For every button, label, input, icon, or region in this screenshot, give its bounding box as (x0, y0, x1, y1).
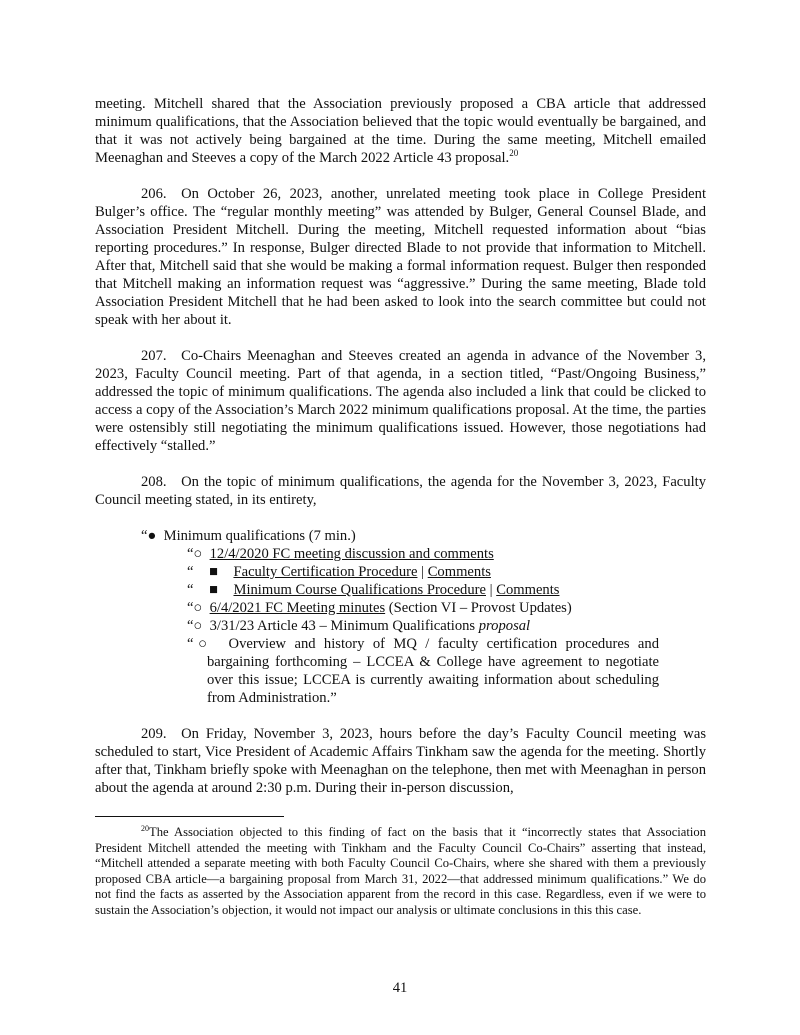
footnote-20: $^{20}$The Association objected to this finding of fact on the basis that it “incorrectly states that Association President Mitchell attended the meeting with Tinkham and the Faculty Council Co-Chairs” asserting that instead, “Mitchell attended a separate meeting with both Faculty Council Co-Chairs, where she shared with them a previously proposed CBA article—a bargaining proposal from March 31, 2022—that addressed minimum qualifications.” We do not find the facts as asserted by the Association apparent from the record in this case. Regardless, even if we were to sustain the Association’s objection, it would not impact our analysis or ultimate conclusions in this this case. (95, 823, 706, 917)
page-number: 41 (392, 980, 408, 996)
link-comments-2[interactable]: Comments (496, 582, 560, 598)
paragraph-208: 208. On the topic of minimum qualifications, the agenda for the November 3, 2023, Faculty Council meeting stated, in its entirety, (95, 474, 706, 508)
document-body (95, 95, 706, 797)
agenda-quote (95, 527, 706, 707)
footnote-number: 20 (141, 823, 149, 833)
link-fc-meeting-discussion[interactable]: 12/4/2020 FC meeting discussion and comments (209, 546, 494, 562)
paragraph-continued: meeting. Mitchell shared that the Association previously proposed a CBA article that addressed minimum qualifications, that the Association believed that the topic would eventually be bargained, and that it was not actively being bargained at the time. During the same meeting, Mitchell emailed Meenaghan and Steeves a copy of the March 2022 Article 43 proposal.$^{20}$ (95, 96, 706, 166)
open-circle-icon: “○ (187, 636, 212, 652)
square-bullet-icon: ■ (209, 564, 218, 580)
bullet-icon: “● (141, 528, 157, 544)
agenda-item-1 (95, 545, 706, 563)
link-fc-meeting-minutes[interactable]: 6/4/2021 FC Meeting minutes (209, 600, 386, 616)
square-bullet-icon: ■ (209, 582, 218, 598)
agenda-subitem-2: “ ■ Minimum Course Qualifications Procedure | Comments (187, 582, 560, 598)
link-minimum-course-qualifications[interactable]: Minimum Course Qualifications Procedure (233, 582, 486, 598)
paragraph-206: 206. On October 26, 2023, another, unrelated meeting took place in College President Bulger’s office. The “regular monthly meeting” was attended by Bulger, General Counsel Blade, and Association President Mitchell. During the meeting, Mitchell requested information about “bias reporting procedures.” In response, Bulger directed Blade to not provide that information to Mitchell. After that, Mitchell said that she would be making a formal information request. Bulger then responded that Mitchell making an information request was “aggressive.” During the same meeting, Blade told Association President Mitchell that he had been asked to look into the search committee but could not speak with her about it. (95, 186, 706, 328)
footnote-divider (95, 816, 284, 817)
open-circle-icon: “○ (187, 618, 203, 634)
agenda-subitem-1: “ ■ Faculty Certification Procedure | Comments (187, 564, 491, 580)
link-comments-1[interactable]: Comments (427, 564, 491, 580)
agenda-item-3: “○ 3/31/23 Article 43 – Minimum Qualifications proposal (187, 618, 531, 634)
paragraph-209: 209. On Friday, November 3, 2023, hours before the day’s Faculty Council meeting was scheduled to start, Vice President of Academic Affairs Tinkham saw the agenda for the meeting. Shortly after that, Tinkham briefly spoke with Meenaghan on the telephone, then met with Meenaghan in person about the agenda at around 2:30 p.m. During their in-person discussion, (95, 726, 706, 796)
paragraph-207: 207. Co-Chairs Meenaghan and Steeves created an agenda in advance of the November 3, 2023, Faculty Council meeting. Part of that agenda, in a section titled, “Past/Ongoing Business,” addressed the topic of minimum qualifications. The agenda also included a link that could be clicked to access a copy of the Association’s March 2022 minimum qualifications proposal. At the time, the parties were ostensibly still negotiating the minimum qualifications issued. However, those negotiations had effectively “stalled.” (95, 348, 706, 454)
open-circle-icon: “○ (187, 546, 203, 562)
agenda-header: “● Minimum qualifications (7 min.) (141, 528, 356, 544)
open-circle-icon: “○ (187, 600, 203, 616)
footnote-reference[interactable]: 20 (509, 148, 519, 159)
link-faculty-certification-procedure[interactable]: Faculty Certification Procedure (233, 564, 418, 580)
agenda-item-4: “○ Overview and history of MQ / faculty certification procedures and bargaining forthcoming – LCCEA & College have agreement to negotiate over this issue; LCCEA is currently awaiting information about scheduling from Administration.” (187, 636, 659, 706)
agenda-item-2: “○ 6/4/2021 FC Meeting minutes (Section VI – Provost Updates) (187, 600, 572, 616)
